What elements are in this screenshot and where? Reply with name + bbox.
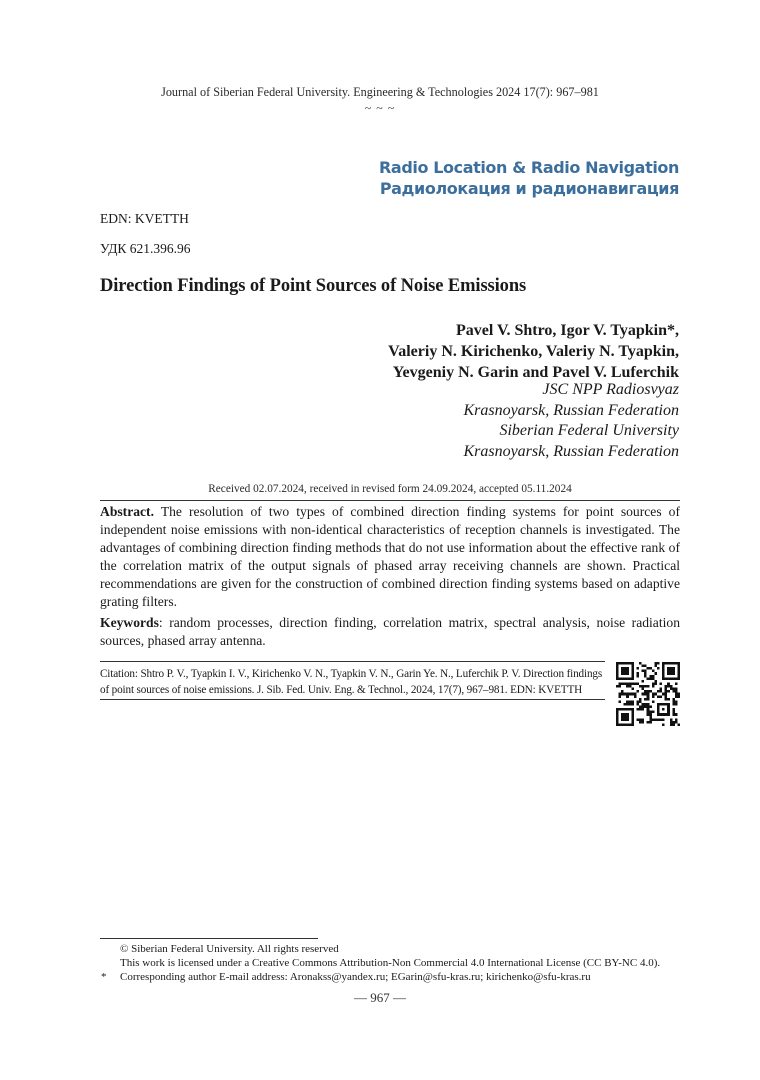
abstract-text: The resolution of two types of combined direction finding systems for point sources of independent noise emissions with non-identical characteristics of reception channels is investigated. The advantages of combining direction finding methods that do not use information about the effective rank of the correlation matrix of the output signals of phased array receiving channels are shown. Practical recommendations are given for the construction of combined direction finding systems based on adaptive grating filters. <box>100 504 680 609</box>
author-list <box>388 320 679 383</box>
author-line: Valeriy N. Kirichenko, Valeriy N. Tyapkin, <box>388 343 679 360</box>
affiliation-line: Krasnoyarsk, Russian Federation <box>463 401 679 419</box>
footnote-divider <box>100 938 318 939</box>
footnote-asterisk: * <box>101 971 107 983</box>
license-note: This work is licensed under a Creative Commons Attribution-Non Commercial 4.0 International License (CC BY-NC 4.0). <box>120 957 661 969</box>
author-line: Pavel V. Shtro, Igor V. Tyapkin*, <box>455 322 679 339</box>
abstract-divider <box>100 500 680 501</box>
affiliation-line: JSC NPP Radiosvyaz <box>542 381 679 398</box>
citation-line: of point sources of noise emissions. J. Sib. Fed. Univ. Eng. & Technol., 2024, 17(7), 967–981. EDN: KVETTH <box>100 683 583 696</box>
paper-title: Direction Findings of Point Sources of Noise Emissions <box>100 276 527 296</box>
keywords-label: Keywords <box>100 615 159 630</box>
header-ornament: ~ ~ ~ <box>364 101 396 115</box>
udk-code: УДК 621.396.96 <box>100 241 191 256</box>
edn-code: EDN: KVETTH <box>100 211 189 226</box>
affiliation-line: Siberian Federal University <box>499 422 679 439</box>
section-title-en: Radio Location & Radio Navigation <box>379 158 679 177</box>
journal-header: Journal of Siberian Federal University. Engineering & Technologies 2024 17(7): 967–981 <box>161 85 599 99</box>
copyright-note: © Siberian Federal University. All rights reserved <box>120 943 339 955</box>
citation-divider-bottom <box>100 699 605 700</box>
citation <box>100 667 605 698</box>
corresponding-author-note: Corresponding author E-mail address: Aronakss@yandex.ru; EGarin@sfu-kras.ru; kirichenko@sfu-kras.ru <box>120 971 591 983</box>
keywords-text: : random processes, direction finding, correlation matrix, spectral analysis, noise radiation sources, phased array antenna. <box>100 615 680 648</box>
affiliation-list <box>463 380 679 462</box>
abstract-label: Abstract. <box>100 504 154 519</box>
citation-line: Citation: Shtro P. V., Tyapkin I. V., Kirichenko V. N., Tyapkin V. N., Garin Ye. N., Luferchik P. V. Direction findings <box>100 668 603 680</box>
author-line: Yevgeniy N. Garin and Pavel V. Luferchik <box>392 364 679 381</box>
citation-divider-top <box>100 661 605 662</box>
received-dates: Received 02.07.2024, received in revised form 24.09.2024, accepted 05.11.2024 <box>208 483 572 495</box>
page-number: — 967 — <box>354 990 406 1005</box>
qr-code-icon[interactable] <box>616 662 680 726</box>
abstract <box>100 503 680 611</box>
section-title-ru: Радиолокация и радионавигация <box>379 179 679 198</box>
affiliation-line: Krasnoyarsk, Russian Federation <box>463 442 679 460</box>
keywords <box>100 614 680 650</box>
